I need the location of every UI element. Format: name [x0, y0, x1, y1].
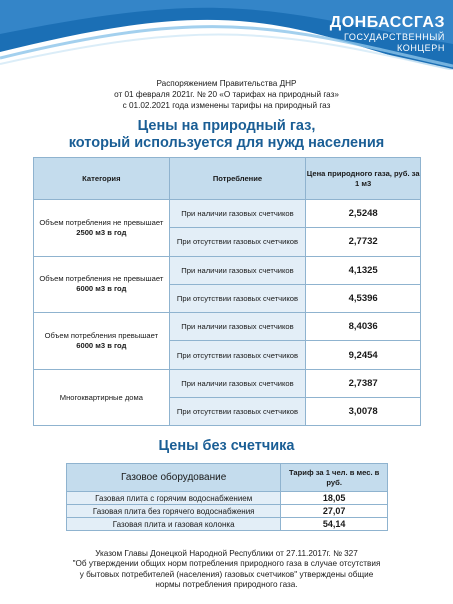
consumption-cell: При отсутствии газовых счетчиков	[169, 228, 306, 256]
category-text: Объем потребления не превышает	[39, 274, 164, 284]
column-header-category: Категория	[34, 158, 170, 200]
footer-line: Указом Главы Донецкой Народной Республики от 27.11.2017г. № 327	[95, 549, 358, 558]
main-title	[0, 118, 453, 152]
no-meter-tariff-table	[66, 463, 388, 531]
table-row	[67, 505, 388, 518]
table-row	[34, 256, 421, 284]
price-cell: 8,4036	[306, 313, 421, 341]
price-cell: 4,1325	[306, 256, 421, 284]
consumption-cell: При наличии газовых счетчиков	[169, 369, 306, 397]
footer-line: "Об утверждении общих норм потребления природного газа в случае отсутствия	[72, 559, 381, 569]
brand-subtitle-line2: КОНЦЕРН	[396, 43, 445, 53]
category-cell	[34, 313, 170, 370]
table-row	[34, 313, 421, 341]
category-text: Объем потребления превышает	[44, 330, 159, 340]
tariff-cell: 27,07	[281, 505, 388, 518]
tariff-cell: 54,14	[281, 518, 388, 531]
decree-line: с 01.02.2021 года изменены тарифы на природный газ	[122, 101, 331, 110]
price-cell: 9,2454	[306, 341, 421, 369]
category-cell	[34, 200, 170, 257]
table-row	[34, 369, 421, 397]
brand-logo	[330, 14, 445, 54]
column-header-consumption: Потребление	[169, 158, 306, 200]
footer-line: нормы потребления природного газа.	[155, 580, 298, 590]
consumption-cell: При отсутствии газовых счетчиков	[169, 284, 306, 312]
category-limit: 6000 м3 в год	[76, 284, 127, 294]
category-cell	[34, 369, 170, 426]
gas-price-table	[33, 157, 421, 426]
column-header-price: Цена природного газа, руб. за 1 м3	[306, 158, 421, 200]
price-cell: 2,5248	[306, 200, 421, 228]
no-meter-title: Цены без счетчика	[158, 438, 295, 454]
main-title-line: Цены на природный газ,	[137, 118, 316, 134]
price-cell: 3,0078	[306, 398, 421, 426]
decree-line: от 01 февраля 2021г. № 20 «О тарифах на природный газ»	[114, 90, 339, 99]
consumption-cell: При наличии газовых счетчиков	[169, 200, 306, 228]
price-cell: 2,7387	[306, 369, 421, 397]
tariff-cell: 18,05	[281, 492, 388, 505]
category-limit: 6000 м3 в год	[76, 340, 127, 350]
category-limit: 2500 м3 в год	[76, 227, 127, 237]
brand-subtitle-line1: ГОСУДАРСТВЕННЫЙ	[343, 32, 445, 42]
equipment-cell: Газовая плита с горячим водоснабжением	[67, 492, 281, 505]
consumption-cell: При наличии газовых счетчиков	[169, 313, 306, 341]
table-row	[67, 518, 388, 531]
consumption-cell: При наличии газовых счетчиков	[169, 256, 306, 284]
price-cell: 2,7732	[306, 228, 421, 256]
footer-line: у бытовых потребителей (населения) газовых счетчиков" утверждены общие	[79, 569, 374, 579]
price-cell: 4,5396	[306, 284, 421, 312]
category-text: Объем потребления не превышает	[39, 217, 164, 227]
decree-line: Распоряжением Правительства ДНР	[156, 79, 297, 88]
category-text: Многоквартирные дома	[59, 392, 143, 402]
footer-note	[0, 549, 453, 591]
column-header-equipment: Газовое оборудование	[67, 464, 281, 492]
table-row	[34, 200, 421, 228]
main-title-line: который используется для нужд населения	[68, 135, 385, 151]
equipment-cell: Газовая плита и газовая колонка	[67, 518, 281, 531]
decree-text	[0, 78, 453, 111]
brand-name: ДОНБАССГАЗ	[329, 14, 445, 31]
table-row	[67, 492, 388, 505]
consumption-cell: При отсутствии газовых счетчиков	[169, 341, 306, 369]
consumption-cell: При отсутствии газовых счетчиков	[169, 398, 306, 426]
category-cell	[34, 256, 170, 313]
equipment-cell: Газовая плита без горячего водоснабжения	[67, 505, 281, 518]
column-header-tariff: Тариф за 1 чел. в мес. в руб.	[281, 464, 388, 492]
